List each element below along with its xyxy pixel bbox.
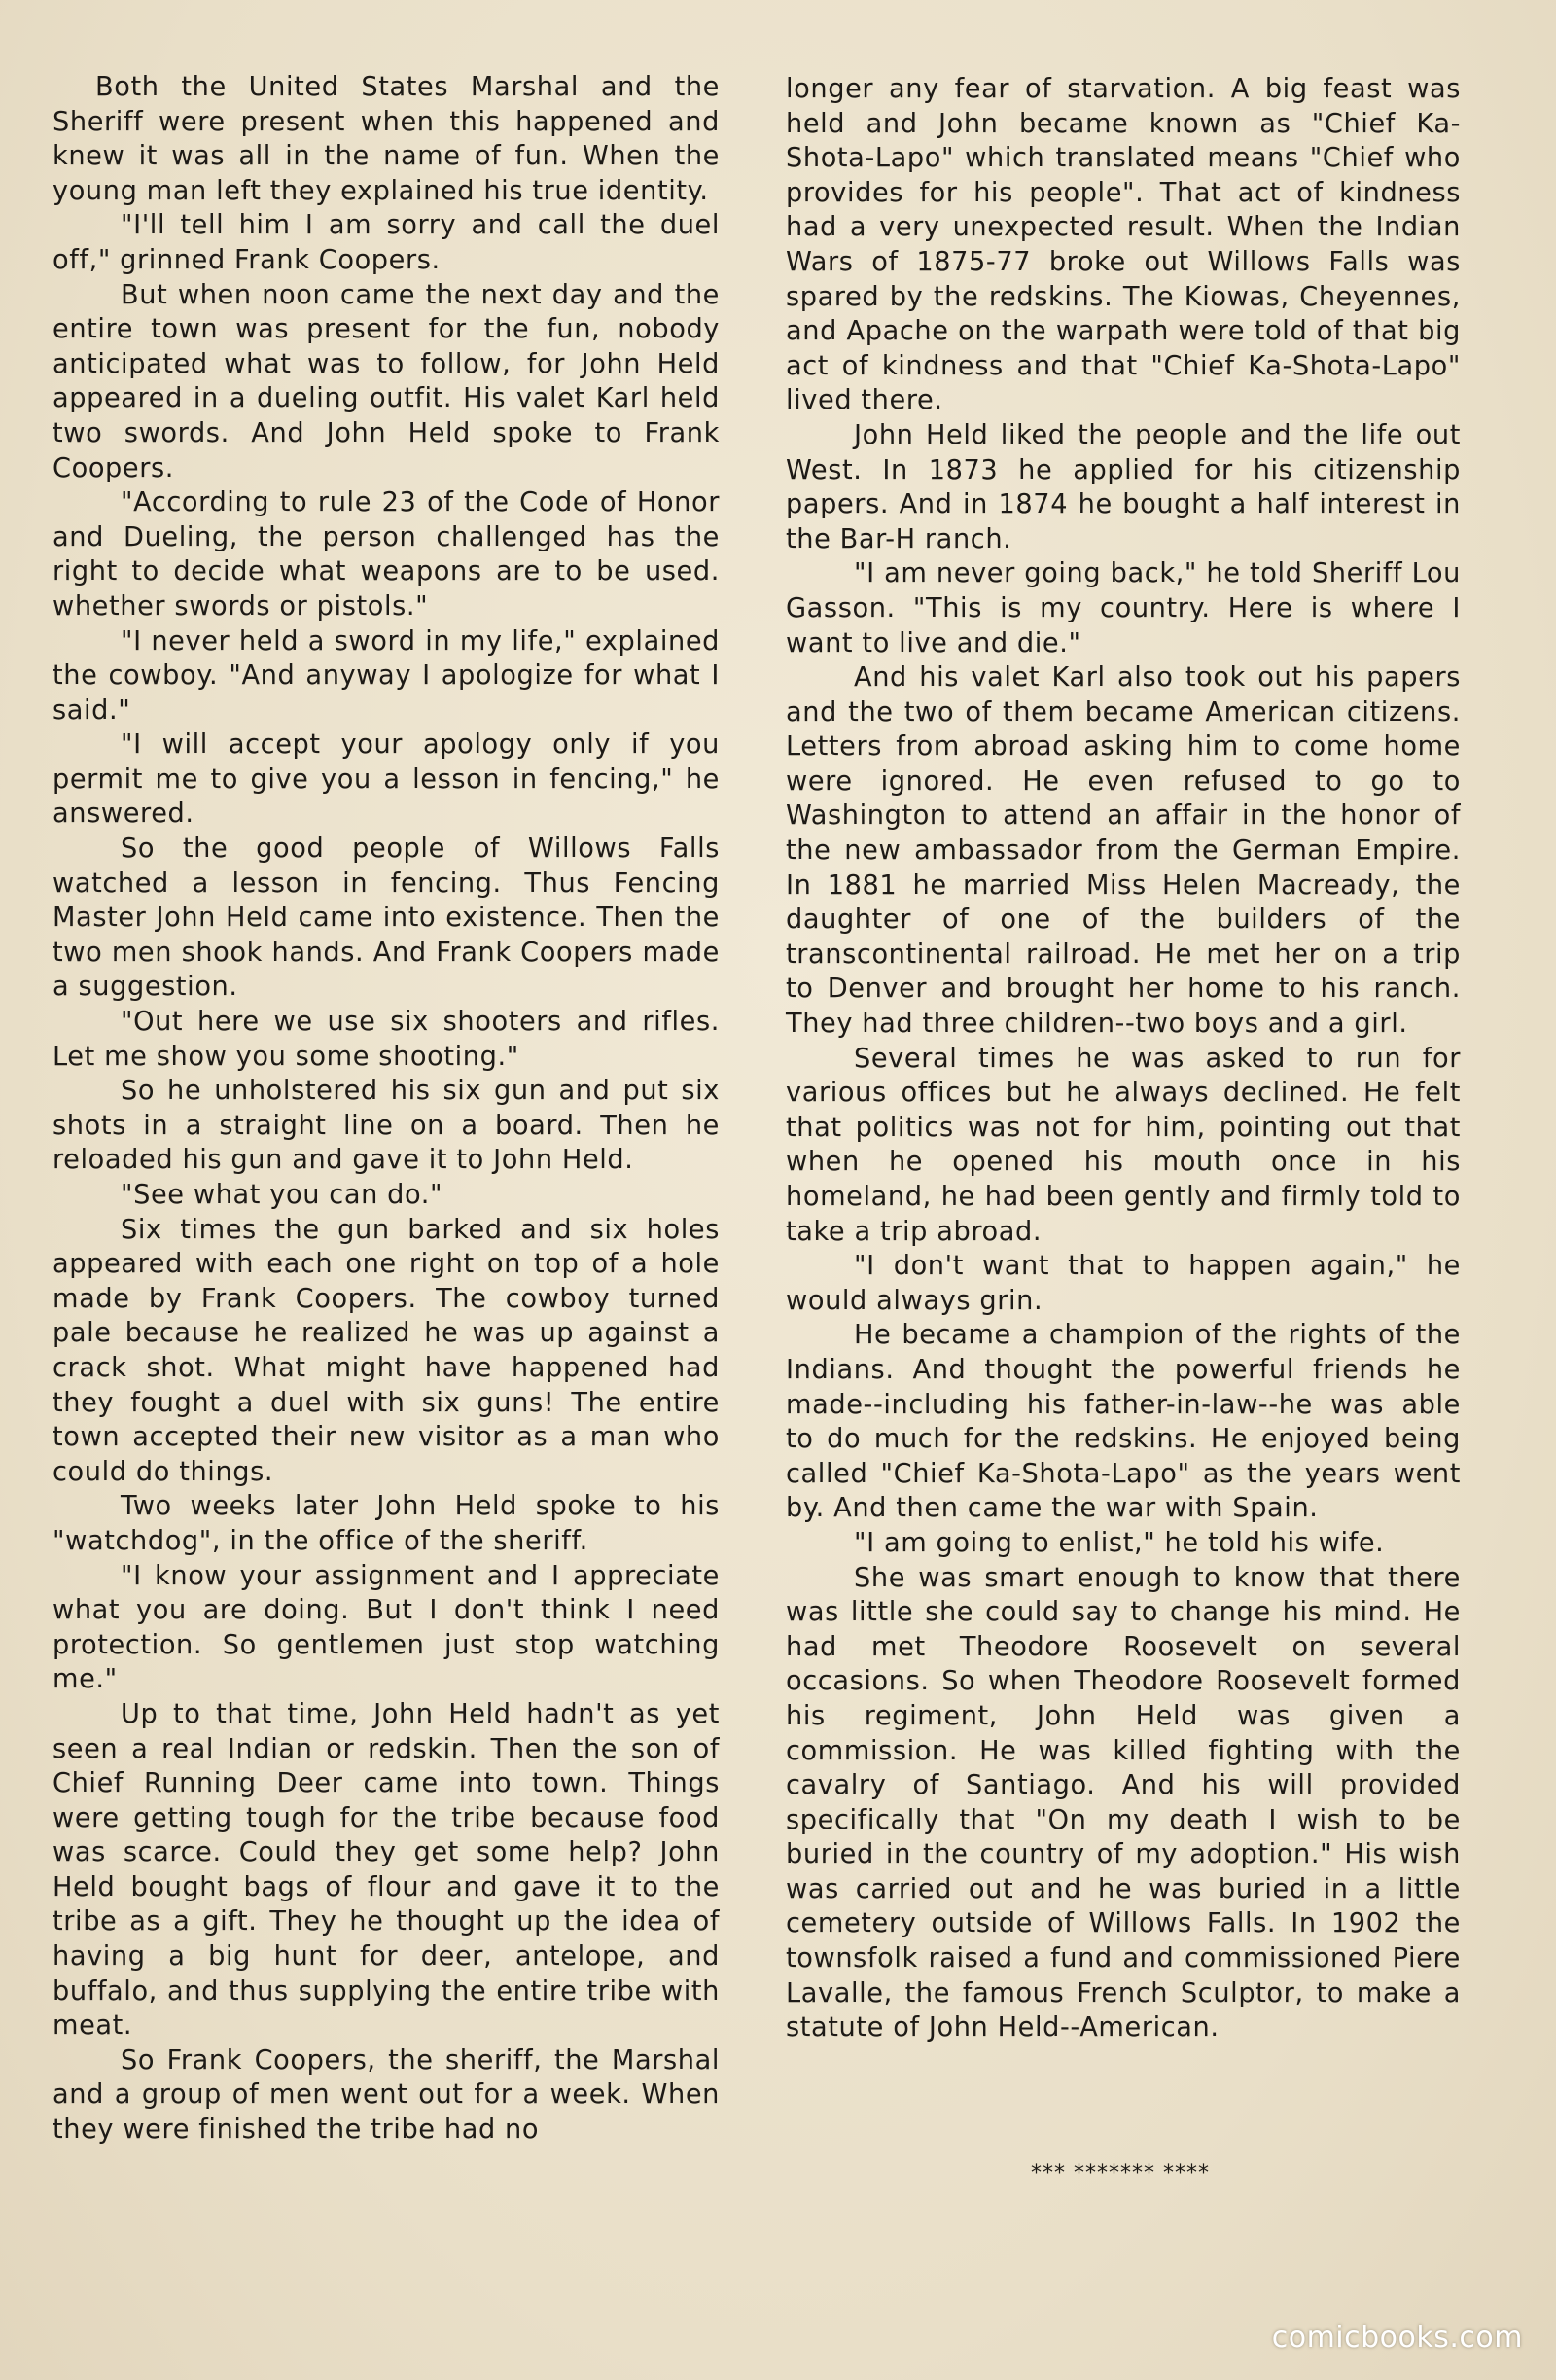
paragraph: "See what you can do." [121,1180,443,1210]
paragraph: "I am going to enlist," he told his wife. [854,1527,1385,1558]
paragraph: John Held liked the people and the life out West. In 1873 he applied for his citizenship papers. And in 1874 he bought a half interest in the Bar-H ranch. [786,419,1461,554]
paragraph: And his valet Karl also took out his papers and the two of them became American citizens. Letters from abroad asking him to come home were ignored. He even refused to go to Washington to attend an affair in the honor of the new ambassador from the German Empire. In 1881 he married Miss Helen Macready, the daughter of one of the builders of the transcontinental railroad. He met her on a trip to Denver and brought her home to his ranch. They had three children--two boys and a girl. [786,662,1461,1040]
paragraph: So the good people of Willows Falls watched a lesson in fencing. Thus Fencing Master John Held came into existence. Then the two men shook hands. And Frank Coopers made a suggestion. [53,834,720,1003]
paragraph: Up to that time, John Held hadn't as yet seen a real Indian or redskin. Then the son of Chief Running Deer came into town. Things were getting tough for the tribe because food was scarce. Could they get some help? John Held bought bags of flour and gave it to the tribe as a gift. They he thought up the idea of having a big hunt for deer, antelope, and buffalo, and thus supplying the entire tribe with meat. [53,1698,720,2042]
paragraph: Two weeks later John Held spoke to his "watchdog", in the office of the sheriff. [53,1491,720,1556]
paragraph: "According to rule 23 of the Code of Honor and Dueling, the person challenged has the right to decide what weapons are to be used. whether swords or pistols." [53,487,720,622]
paragraph: "I am never going back," he told Sheriff Lou Gasson. "This is my country. Here is where I want to live and die." [786,558,1461,658]
paragraph: Six times the gun barked and six holes appeared with each one right on top of a hole made by Frank Coopers. The cowboy turned pale because he realized he was up against a crack shot. What might have happened had they fought a duel with six guns! The entire town accepted their new visitor as a man who could do things. [53,1214,720,1487]
site-watermark: comicbooks.com [1271,2321,1523,2355]
end-mark: *** ******* **** [1031,2161,1210,2185]
paragraph: She was smart enough to know that there was little she could say to change his mind. He had met Theodore Roosevelt on several occasions. So when Theodore Roosevelt formed his regiment, John Held was given a commission. He was killed fighting with the cavalry of Santiago. And his will provided specifically that "On my death I wish to be buried in the country of my adoption." His wish was carried out and he was buried in a little cemetery outside of Willows Falls. In 1902 the townsfolk raised a fund and commissioned Piere Lavalle, the famous French Sculptor, to make a statute of John Held--American. [786,1562,1461,2043]
paragraph: He became a champion of the rights of the Indians. And thought the powerful friends he made--including his father-in-law--he was able to do much for the redskins. He enjoyed being called "Chief Ka-Shota-Lapo" as the years went by. And then came the war with Spain. [786,1320,1461,1524]
paragraph: "I know your assignment and I appreciate what you are doing. But I don't think I need protection. So gentlemen just stop watching me." [53,1560,720,1695]
paragraph: Both the United States Marshal and the Sheriff were present when this happened and knew it was all in the name of fun. When the young man left they explained his true identity. [53,72,720,206]
paragraph: "I don't want that to happen again," he would always grin. [786,1251,1461,1316]
paragraph: But when noon came the next day and the entire town was present for the fun, nobody anticipated what was to follow, for John Held appeared in a dueling outfit. His valet Karl held two swords. And John Held spoke to Frank Coopers. [53,279,720,483]
paragraph: "Out here we use six shooters and rifles. Let me show you some shooting." [53,1007,720,1072]
paragraph: So Frank Coopers, the sheriff, the Marshal and a group of men went out for a week. When they were finished the tribe had no [53,2044,720,2146]
paragraph: Several times he was asked to run for various offices but he always declined. He felt that politics was not for him, pointing out that when he opened his mouth once in his homeland, he had been gently and firmly told to take a trip abroad. [786,1043,1461,1247]
paragraph: "I will accept your apology only if you permit me to give you a lesson in fencing," he answered. [53,729,720,830]
paragraph: longer any fear of starvation. A big feast was held and John became known as "Chief Ka-Shota-Lapo" which translated means "Chief who provides for his people". That act of kindness had a very unexpected result. When the Indian Wars of 1875-77 broke out Willows Falls was spared by the redskins. The Kiowas, Cheyennes, and Apache on the warpath were told of that big act of kindness and that "Chief Ka-Shota-Lapo" lived there. [786,74,1461,416]
left-column [53,70,720,2148]
paragraph: So he unholstered his six gun and put six shots in a straight line on a board. Then he reloaded his gun and gave it to John Held. [53,1076,720,1176]
paragraph: "I never held a sword in my life," explained the cowboy. "And anyway I apologize for what I said." [53,625,720,726]
paragraph: "I'll tell him I am sorry and call the duel off," grinned Frank Coopers. [53,210,720,275]
right-column [786,72,1461,2045]
